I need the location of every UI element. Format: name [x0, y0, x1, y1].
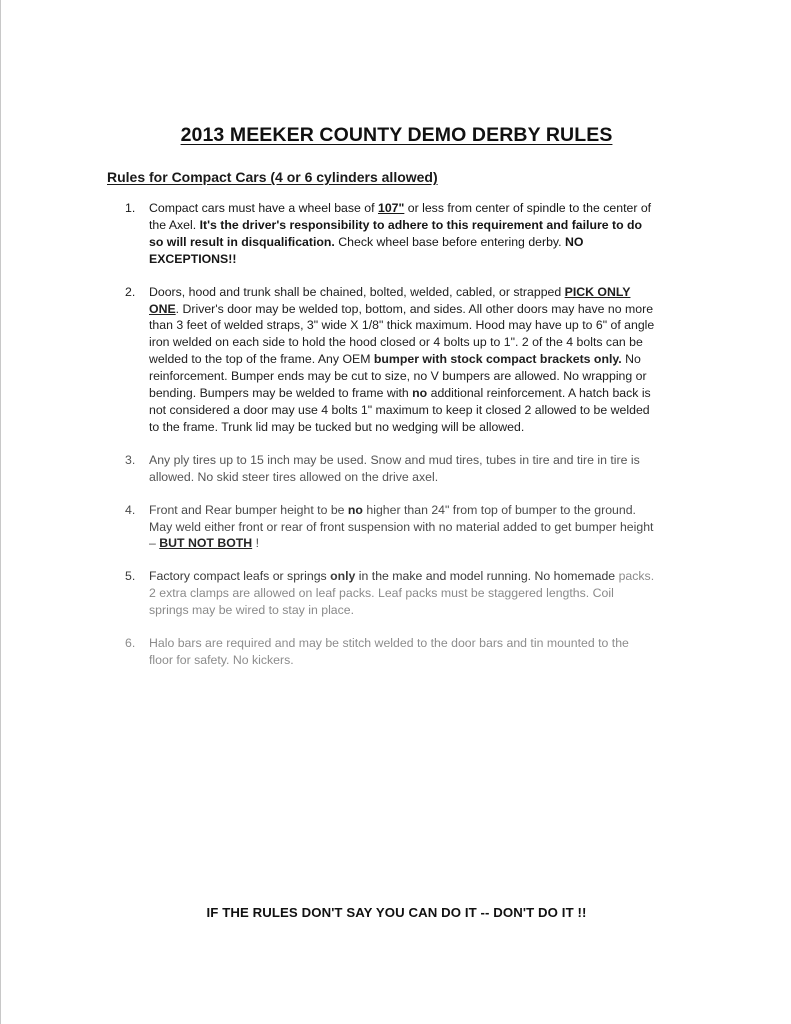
rule-number: 4. — [125, 502, 136, 517]
rule-text: or less from center of spindle to the center of the Axel. — [149, 201, 652, 232]
rule-text: packs. 2 extra clamps are allowed on leaf packs. Leaf packs must be staggered lengths. Coil springs may be wired to stay in place. — [149, 569, 655, 618]
rule-number: 3. — [125, 452, 136, 467]
rule-emphasis: PICK ONLY ONE — [149, 284, 631, 316]
rule-emphasis: BUT NOT BOTH — [159, 536, 253, 551]
rule-text: No reinforcement. Bumper ends may be cut to size, no V bumpers are allowed. No wrapping or bending. Bumpers may be welded to frame with — [149, 352, 647, 401]
document-title: 2013 MEEKER COUNTY DEMO DERBY RULES — [180, 124, 613, 146]
rule-emphasis: bumper with stock compact brackets only. — [373, 352, 622, 367]
rule-item-5 — [125, 568, 655, 619]
rule-text: additional reinforcement. A hatch back is not considered a door may use 4 bolts 1" maximum to keep it closed 2 allowed to be welded to the frame. Trunk lid may be tucked but no wedging will be allowed. — [149, 386, 651, 434]
rule-number: 6. — [125, 636, 136, 651]
rule-item-2 — [125, 284, 655, 436]
closing-statement: IF THE RULES DON'T SAY YOU CAN DO IT -- DON'T DO IT !! — [206, 905, 587, 920]
rule-item-6 — [125, 635, 655, 669]
rule-number: 1. — [125, 201, 136, 215]
section-heading: Rules for Compact Cars (4 or 6 cylinders allowed) — [107, 169, 438, 185]
rule-emphasis: only — [330, 569, 356, 584]
rule-text: Compact cars must have a wheel base of — [149, 201, 378, 215]
rule-text: ! — [252, 536, 260, 551]
rule-emphasis: no — [412, 386, 428, 401]
rules-list — [125, 200, 655, 685]
rule-text: Check wheel base before entering derby. — [334, 234, 565, 249]
rule-text: Front and Rear bumper height to be — [149, 502, 348, 517]
rule-emphasis: NO EXCEPTIONS!! — [149, 234, 584, 266]
rule-text: higher than 24" from top of bumper to the ground. May weld either front or rear of front suspension with no material added to get bumper height – — [149, 502, 654, 551]
rule-text: in the make and model running. No homemade — [355, 569, 616, 584]
rule-emphasis: 107" — [377, 201, 405, 215]
rule-number: 2. — [125, 284, 136, 299]
rule-number: 5. — [125, 569, 136, 584]
rule-emphasis: It's the driver's responsibility to adhere to this requirement and failure to do so will result in disqualification. — [149, 217, 643, 249]
rule-item-1 — [125, 200, 655, 268]
rule-text: Halo bars are required and may be stitch welded to the door bars and tin mounted to the floor for safety. No kickers. — [149, 636, 629, 667]
rule-item-3 — [125, 452, 655, 486]
rule-text: . Driver's door may be welded top, bottom, and sides. All other doors may have no more than 3 feet of welded straps, 3" wide X 1/8" thick maximum. Hood may have up to 6" of angle iron welded on each side to hold the hood closed or 4 bolts up to 1". 2 of the 4 bolts can be welded to the top of the frame. Any OEM — [149, 301, 655, 367]
rule-item-4 — [125, 502, 655, 553]
rule-text: Doors, hood and trunk shall be chained, bolted, welded, cabled, or strapped — [149, 284, 565, 299]
rule-text: Any ply tires up to 15 inch may be used. Snow and mud tires, tubes in tire and tire in tire is allowed. No skid steer tires allowed on the drive axel. — [149, 452, 640, 484]
rule-text: Factory compact leafs or springs — [149, 569, 331, 584]
rule-emphasis: no — [347, 502, 363, 517]
